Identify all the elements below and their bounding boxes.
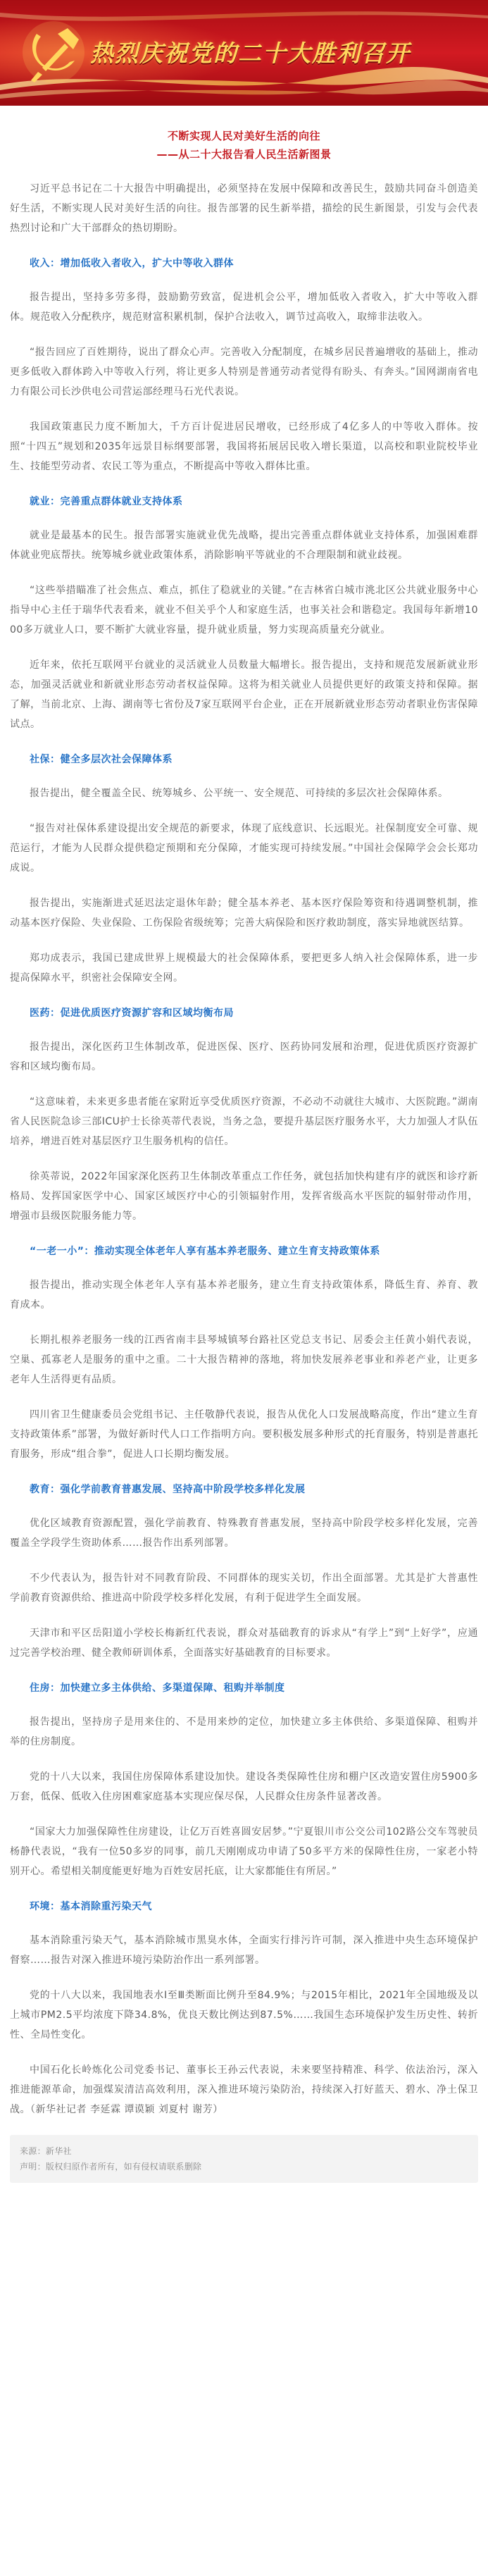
paragraph: 不少代表认为，报告针对不同教育阶段、不同群体的现实关切，作出全面部署。尤其是扩大普惠性学前教育资源供给、推进高中阶段学校多样化发展，有利于促进学生全面发展。 (10, 1573, 478, 1604)
paragraph: 党的十八大以来，我国地表水Ⅰ至Ⅲ类断面比例升至84.9%；与2015年相比，2021年全国地级及以上城市PM2.5平均浓度下降34.8%，优良天数比例达到87.5%……我国生态环境保护发生历史性、转折性、全局性变化。 (10, 1990, 478, 2041)
paragraph: 我国政策惠民力度不断加大，千方百计促进居民增收，已经形成了4亿多人的中等收入群体。按照“十四五”规划和2035年远景目标纲要部署，我国将拓展居民收入增长渠道，以高校和职业院校毕业生、技能型劳动者、农民工等为重点，不断提高中等收入群体比重。 (10, 421, 478, 472)
section-heading: “一老一小”：推动实现全体老年人享有基本养老服务、建立生育支持政策体系 (30, 1246, 380, 1257)
section-heading: 就业：完善重点群体就业支持体系 (30, 496, 183, 507)
section-education (10, 1480, 478, 1663)
intro-paragraph: 习近平总书记在二十大报告中明确提出，必须坚持在发展中保障和改善民生，鼓励共同奋斗创造美好生活，不断实现人民对美好生活的向往。报告部署的民生新举措，描绘的民生新图景，引发与会代表热烈讨论和广大干部群众的热切期盼。 (10, 183, 478, 234)
article-footer (10, 2135, 478, 2183)
paragraph: “国家大力加强保障性住房建设，让亿万百姓喜圆安居梦。”宁夏银川市公交公司102路公交车驾驶员杨静代表说，“我有一位50多岁的同事，前几天刚刚成功申请了50多平方米的保障性住房，一家老小特别开心。希望相关制度能更好地为百姓安居托底，让大家都能住有所居。” (10, 1826, 478, 1877)
section-income (10, 254, 478, 476)
celebration-banner (0, 0, 488, 106)
paragraph: 天津市和平区岳阳道小学校长梅新红代表说，群众对基础教育的诉求从“有学上”到“上好学”，应通过完善学校治理、健全教师研训体系，全面落实好基础教育的目标要求。 (10, 1628, 478, 1659)
paragraph: 中国石化长岭炼化公司党委书记、董事长王孙云代表说，未来要坚持精准、科学、依法治污，深入推进能源革命，加强煤炭清洁高效利用，深入推进环境污染防治，持续深入打好蓝天、碧水、净土保卫战。（新华社记者 李延霖 谭谟颖 刘夏村 谢芳） (10, 2064, 478, 2115)
section-medical (10, 1003, 478, 1226)
article-body (0, 179, 488, 2119)
banner-title: 热烈庆祝党的二十大胜利召开 (90, 39, 411, 67)
section-elderly-children (10, 1241, 478, 1464)
section-heading: 环境：基本消除重污染天气 (30, 1901, 152, 1912)
paragraph: 报告提出，坚持多劳多得，鼓励勤劳致富，促进机会公平，增加低收入者收入，扩大中等收入群体。规范收入分配秩序，规范财富积累机制，保护合法收入，调节过高收入，取缔非法收入。 (10, 292, 478, 323)
paragraph: 报告提出，推动实现全体老年人享有基本养老服务，建立生育支持政策体系，降低生育、养育、教育成本。 (10, 1280, 478, 1311)
paragraph: 基本消除重污染天气，基本消除城市黑臭水体，全面实行排污许可制，深入推进中央生态环境保护督察……报告对深入推进环境污染防治作出一系列部署。 (10, 1935, 478, 1966)
section-social-security (10, 750, 478, 988)
section-heading: 教育：强化学前教育普惠发展、坚持高中阶段学校多样化发展 (30, 1484, 306, 1495)
paragraph: 报告提出，实施渐进式延迟法定退休年龄；健全基本养老、基本医疗保险筹资和待遇调整机制，推动基本医疗保险、失业保险、工伤保险省级统筹；完善大病保险和医疗救助制度，落实异地就医结算。 (10, 898, 478, 929)
section-heading: 住房：加快建立多主体供给、多渠道保障、租购并举制度 (30, 1683, 285, 1694)
paragraph: 近年来，依托互联网平台就业的灵活就业人员数量大幅增长。报告提出，支持和规范发展新就业形态，加强灵活就业和新就业形态劳动者权益保障。这将为相关就业人员提供更好的政策支持和保障。据了解，当前北京、上海、湖南等七省份及7家互联网平台企业，正在开展新就业形态劳动者职业伤害保障试点。 (10, 660, 478, 730)
paragraph: 报告提出，坚持房子是用来住的、不是用来炒的定位，加快建立多主体供给、多渠道保障、租购并举的住房制度。 (10, 1716, 478, 1747)
paragraph: “这意味着，未来更多患者能在家附近享受优质医疗资源，不必动不动就往大城市、大医院跑。”湖南省人民医院急诊三部ICU护士长徐英蒂代表说，当务之急，要提升基层医疗服务水平，大力加强人才队伍培养，增进百姓对基层医疗卫生服务机构的信任。 (10, 1096, 478, 1147)
section-employment (10, 492, 478, 734)
source-line: 来源：新华社 (20, 2146, 72, 2156)
party-emblem-icon (21, 20, 86, 85)
section-heading: 医药：促进优质医疗资源扩容和区域均衡布局 (30, 1008, 234, 1019)
paragraph: 报告提出，健全覆盖全民、统筹城乡、公平统一、安全规范、可持续的多层次社会保障体系。 (30, 788, 449, 799)
paragraph: 徐英蒂说，2022年国家深化医药卫生体制改革重点工作任务，就包括加快构建有序的就医和诊疗新格局、发挥国家医学中心、国家区域医疗中心的引领辐射作用，发挥省级高水平医院的辐射带动作用，增强市县级医院服务能力等。 (10, 1171, 478, 1222)
section-housing (10, 1678, 478, 1881)
section-heading: 社保：健全多层次社会保障体系 (30, 754, 173, 765)
disclaimer-line: 声明：版权归原作者所有，如有侵权请联系删除 (20, 2162, 202, 2172)
paragraph: 郑功成表示，我国已建成世界上规模最大的社会保障体系，要把更多人纳入社会保障体系，进一步提高保障水平，织密社会保障安全网。 (10, 953, 478, 984)
paragraph: 党的十八大以来，我国住房保障体系建设加快。建设各类保障性住房和棚户区改造安置住房5900多万套，低保、低收入住房困难家庭基本实现应保尽保，人民群众住房条件显著改善。 (10, 1771, 478, 1802)
paragraph: 四川省卫生健康委员会党组书记、主任敬静代表说，报告从优化人口发展战略高度，作出“建立生育支持政策体系”部署，为做好新时代人口工作指明方向。要积极发展多种形式的托育服务，特别是普惠托育服务，形成“组合拳”，促进人口长期均衡发展。 (10, 1409, 478, 1460)
paragraph: “报告对社保体系建设提出安全规范的新要求，体现了底线意识、长远眼光。社保制度安全可靠、规范运行，才能为人民群众提供稳定预期和充分保障，才能实现可持续发展。”中国社会保障学会会长郑功成说。 (10, 823, 478, 874)
article-subtitle: ——从二十大报告看人民生活新图景 (156, 148, 332, 161)
paragraph: “报告回应了百姓期待，说出了群众心声。完善收入分配制度，在城乡居民普遍增收的基础上，推动更多低收入群体跨入中等收入行列，将让更多人特别是普通劳动者觉得有盼头、有奔头。”国网湖南省电力有限公司长沙供电公司营运部经理马石光代表说。 (10, 347, 478, 397)
article-title: 不断实现人民对美好生活的向往 (167, 130, 320, 142)
paragraph: 报告提出，深化医药卫生体制改革，促进医保、医疗、医药协同发展和治理，促进优质医疗资源扩容和区域均衡布局。 (10, 1041, 478, 1072)
paragraph: 就业是最基本的民生。报告部署实施就业优先战略，提出完善重点群体就业支持体系，加强困难群体就业兜底帮扶。统筹城乡就业政策体系，消除影响平等就业的不合理限制和就业歧视。 (10, 530, 478, 561)
section-heading: 收入：增加低收入者收入，扩大中等收入群体 (30, 258, 234, 269)
article-header (0, 106, 488, 179)
section-environment (10, 1897, 478, 2119)
paragraph: 优化区域教育资源配置，强化学前教育、特殊教育普惠发展，坚持高中阶段学校多样化发展，完善覆盖全学段学生资助体系……报告作出系列部署。 (10, 1518, 478, 1549)
paragraph: “这些举措瞄准了社会焦点、难点，抓住了稳就业的关键。”在吉林省白城市洮北区公共就业服务中心指导中心主任于瑞华代表看来，就业不但关乎个人和家庭生活，也事关社会和谐稳定。我国每年新增1000多万就业人口，要不断扩大就业容量，提升就业质量，努力实现高质量充分就业。 (10, 585, 478, 636)
paragraph: 长期扎根养老服务一线的江西省南丰县琴城镇琴台路社区党总支书记、居委会主任黄小娟代表说，空巢、孤寡老人是服务的重中之重。二十大报告精神的落地，将加快发展养老事业和养老产业，让更多老年人生活得更有品质。 (10, 1335, 478, 1385)
